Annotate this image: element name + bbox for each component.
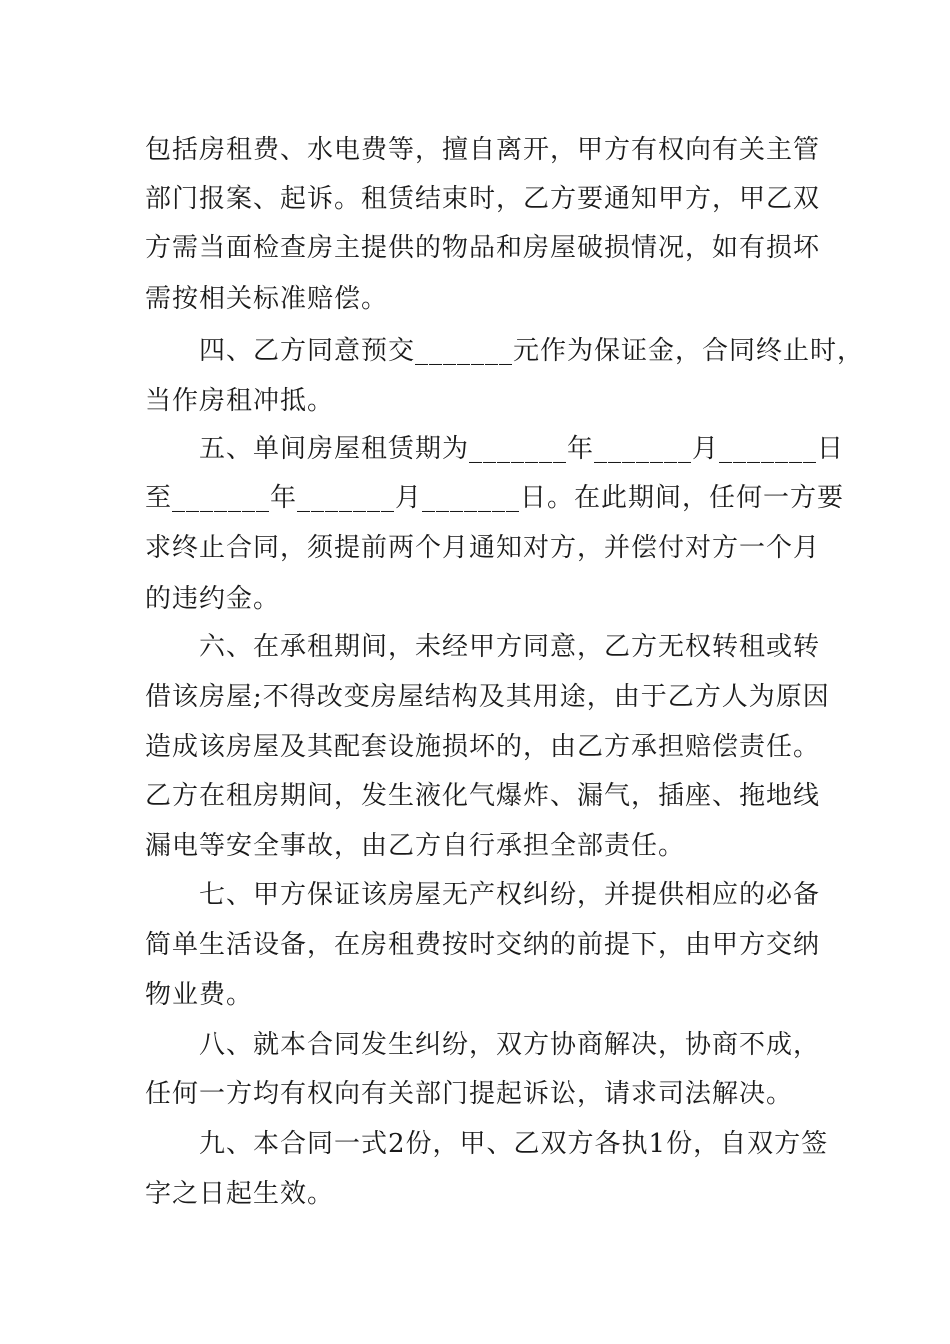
paragraph-line: 方需当面检查房主提供的物品和房屋破损情况，如有损坏 <box>145 233 821 263</box>
paragraph-line: 至_______年_______月_______日。在此期间，任何一方要 <box>145 483 845 513</box>
clause-eight-line: 八、就本合同发生纠纷，双方协商解决，协商不成， <box>199 1030 821 1060</box>
clause-five-line: 五、单间房屋租赁期为_______年_______月_______日 <box>199 434 845 464</box>
paragraph-line: 求终止合同，须提前两个月通知对方，并偿付对方一个月 <box>145 533 821 563</box>
paragraph-line: 包括房租费、水电费等，擅自离开，甲方有权向有关主管 <box>145 135 821 165</box>
paragraph-line: 字之日起生效。 <box>145 1179 335 1209</box>
paragraph-line: 任何一方均有权向有关部门提起诉讼，请求司法解决。 <box>145 1079 794 1109</box>
paragraph-line: 借该房屋;不得改变房屋结构及其用途，由于乙方人为原因 <box>145 682 830 712</box>
paragraph-line: 的违约金。 <box>145 584 281 614</box>
paragraph-line: 漏电等安全事故，由乙方自行承担全部责任。 <box>145 831 686 861</box>
paragraph-line: 乙方在租房期间，发生液化气爆炸、漏气，插座、拖地线 <box>145 781 821 811</box>
paragraph-line: 部门报案、起诉。租赁结束时，乙方要通知甲方，甲乙双 <box>145 184 821 214</box>
clause-nine-line: 九、本合同一式2份，甲、乙双方各执1份，自双方签 <box>199 1129 829 1159</box>
clause-seven-line: 七、甲方保证该房屋无产权纠纷，并提供相应的必备 <box>199 880 821 910</box>
paragraph-line: 简单生活设备，在房租费按时交纳的前提下，由甲方交纳 <box>145 930 821 960</box>
paragraph-line: 需按相关标准赔偿。 <box>145 284 389 314</box>
paragraph-line: 造成该房屋及其配套设施损坏的，由乙方承担赔偿责任。 <box>145 732 821 762</box>
clause-four-line: 四、乙方同意预交_______元作为保证金，合同终止时， <box>199 336 865 366</box>
clause-six-line: 六、在承租期间，未经甲方同意，乙方无权转租或转 <box>199 632 821 662</box>
paragraph-line: 物业费。 <box>145 980 254 1010</box>
paragraph-line: 当作房租冲抵。 <box>145 386 335 416</box>
